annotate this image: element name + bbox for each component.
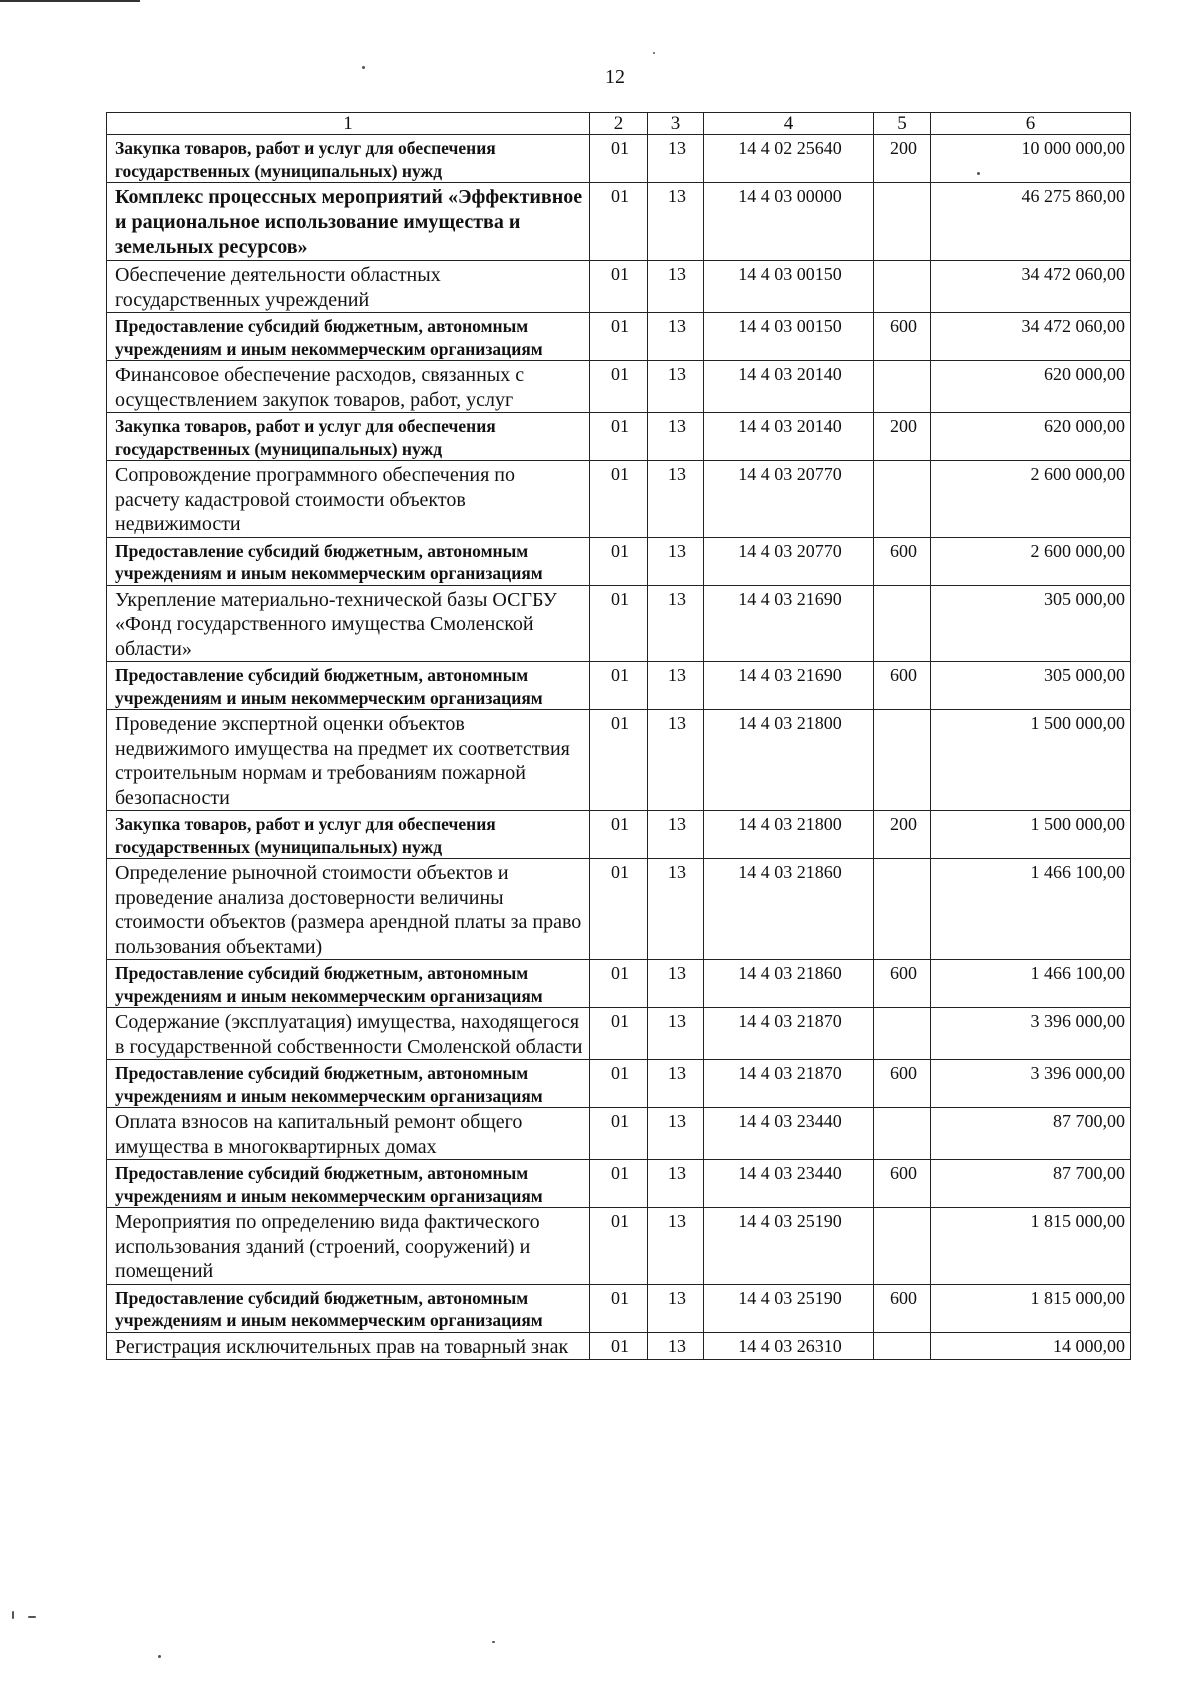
row-section-code: 01 bbox=[590, 261, 648, 313]
row-expense-type-code: 200 bbox=[874, 135, 931, 183]
row-subsection-code: 13 bbox=[648, 361, 704, 413]
row-subsection-code: 13 bbox=[648, 585, 704, 662]
row-target-code: 14 4 03 21690 bbox=[704, 585, 874, 662]
row-expense-type-code bbox=[874, 1008, 931, 1060]
row-amount: 14 000,00 bbox=[931, 1332, 1131, 1360]
row-name: Оплата взносов на капитальный ремонт общего имущества в многоквартирных домах bbox=[107, 1108, 590, 1160]
row-expense-type-code: 600 bbox=[874, 960, 931, 1008]
row-name: Закупка товаров, работ и услуг для обеспечения государственных (муниципальных) нужд bbox=[107, 135, 590, 183]
row-expense-type-code bbox=[874, 461, 931, 538]
row-target-code: 14 4 03 21870 bbox=[704, 1060, 874, 1108]
row-expense-type-code bbox=[874, 361, 931, 413]
table-row bbox=[107, 585, 1131, 662]
row-target-code: 14 4 03 20770 bbox=[704, 461, 874, 538]
row-expense-type-code: 200 bbox=[874, 413, 931, 461]
row-name: Определение рыночной стоимости объектов и проведение анализа достоверности величины стоимости объектов (размера арендной платы за право пользования объектами) bbox=[107, 859, 590, 960]
table-row bbox=[107, 1108, 1131, 1160]
row-expense-type-code bbox=[874, 585, 931, 662]
row-target-code: 14 4 03 23440 bbox=[704, 1160, 874, 1208]
row-target-code: 14 4 03 00000 bbox=[704, 183, 874, 261]
row-amount: 1 815 000,00 bbox=[931, 1284, 1131, 1332]
row-subsection-code: 13 bbox=[648, 1008, 704, 1060]
row-section-code: 01 bbox=[590, 662, 648, 710]
header-col-2: 2 bbox=[590, 113, 648, 135]
row-subsection-code: 13 bbox=[648, 1160, 704, 1208]
row-name: Предоставление субсидий бюджетным, автономным учреждениям и иным некоммерческим организациям bbox=[107, 1060, 590, 1108]
row-subsection-code: 13 bbox=[648, 710, 704, 811]
row-subsection-code: 13 bbox=[648, 960, 704, 1008]
row-amount: 2 600 000,00 bbox=[931, 461, 1131, 538]
row-amount: 46 275 860,00 bbox=[931, 183, 1131, 261]
scan-speck bbox=[158, 1655, 161, 1658]
row-name: Укрепление материально-технической базы ОСГБУ «Фонд государственного имущества Смоленской области» bbox=[107, 585, 590, 662]
row-target-code: 14 4 03 23440 bbox=[704, 1108, 874, 1160]
row-target-code: 14 4 03 21870 bbox=[704, 1008, 874, 1060]
row-name: Предоставление субсидий бюджетным, автономным учреждениям и иным некоммерческим организациям bbox=[107, 537, 590, 585]
row-name: Предоставление субсидий бюджетным, автономным учреждениям и иным некоммерческим организациям bbox=[107, 313, 590, 361]
row-expense-type-code: 600 bbox=[874, 1060, 931, 1108]
row-section-code: 01 bbox=[590, 361, 648, 413]
row-amount: 87 700,00 bbox=[931, 1108, 1131, 1160]
table-row bbox=[107, 461, 1131, 538]
row-expense-type-code: 600 bbox=[874, 313, 931, 361]
row-name: Предоставление субсидий бюджетным, автономным учреждениям и иным некоммерческим организациям bbox=[107, 662, 590, 710]
row-amount: 305 000,00 bbox=[931, 585, 1131, 662]
row-section-code: 01 bbox=[590, 710, 648, 811]
row-target-code: 14 4 02 25640 bbox=[704, 135, 874, 183]
row-section-code: 01 bbox=[590, 1008, 648, 1060]
row-section-code: 01 bbox=[590, 960, 648, 1008]
row-name: Предоставление субсидий бюджетным, автономным учреждениям и иным некоммерческим организациям bbox=[107, 1284, 590, 1332]
row-amount: 1 815 000,00 bbox=[931, 1208, 1131, 1285]
row-amount: 620 000,00 bbox=[931, 413, 1131, 461]
table-row bbox=[107, 859, 1131, 960]
scan-speck bbox=[492, 1641, 495, 1643]
row-subsection-code: 13 bbox=[648, 135, 704, 183]
row-section-code: 01 bbox=[590, 859, 648, 960]
row-amount: 2 600 000,00 bbox=[931, 537, 1131, 585]
row-expense-type-code bbox=[874, 183, 931, 261]
scan-speck bbox=[28, 1616, 36, 1618]
row-name: Финансовое обеспечение расходов, связанных с осуществлением закупок товаров, работ, услуг bbox=[107, 361, 590, 413]
row-subsection-code: 13 bbox=[648, 1332, 704, 1360]
row-subsection-code: 13 bbox=[648, 1208, 704, 1285]
row-section-code: 01 bbox=[590, 1208, 648, 1285]
row-amount: 34 472 060,00 bbox=[931, 313, 1131, 361]
table-row bbox=[107, 1208, 1131, 1285]
header-col-1: 1 bbox=[107, 113, 590, 135]
row-amount: 1 500 000,00 bbox=[931, 710, 1131, 811]
page-number: 12 bbox=[605, 66, 625, 88]
row-subsection-code: 13 bbox=[648, 183, 704, 261]
table-row bbox=[107, 1060, 1131, 1108]
row-target-code: 14 4 03 00150 bbox=[704, 313, 874, 361]
row-subsection-code: 13 bbox=[648, 461, 704, 538]
row-target-code: 14 4 03 21690 bbox=[704, 662, 874, 710]
row-section-code: 01 bbox=[590, 1108, 648, 1160]
row-section-code: 01 bbox=[590, 537, 648, 585]
row-subsection-code: 13 bbox=[648, 537, 704, 585]
table-row bbox=[107, 811, 1131, 859]
row-amount: 87 700,00 bbox=[931, 1160, 1131, 1208]
row-name: Комплекс процессных мероприятий «Эффективное и рациональное использование имущества и земельных ресурсов» bbox=[107, 183, 590, 261]
row-expense-type-code: 600 bbox=[874, 537, 931, 585]
header-col-4: 4 bbox=[704, 113, 874, 135]
row-subsection-code: 13 bbox=[648, 1060, 704, 1108]
row-amount: 34 472 060,00 bbox=[931, 261, 1131, 313]
header-col-3: 3 bbox=[648, 113, 704, 135]
row-name: Закупка товаров, работ и услуг для обеспечения государственных (муниципальных) нужд bbox=[107, 811, 590, 859]
row-target-code: 14 4 03 21860 bbox=[704, 960, 874, 1008]
row-expense-type-code bbox=[874, 1108, 931, 1160]
table-row bbox=[107, 1284, 1131, 1332]
row-target-code: 14 4 03 21800 bbox=[704, 811, 874, 859]
row-expense-type-code: 600 bbox=[874, 662, 931, 710]
table-row bbox=[107, 662, 1131, 710]
row-target-code: 14 4 03 25190 bbox=[704, 1284, 874, 1332]
row-name: Проведение экспертной оценки объектов недвижимого имущества на предмет их соответствия строительным нормам и требованиям пожарной безопасности bbox=[107, 710, 590, 811]
table-row bbox=[107, 1332, 1131, 1360]
scan-speck bbox=[12, 1611, 14, 1619]
budget-table bbox=[106, 112, 1131, 1360]
row-name: Регистрация исключительных прав на товарный знак bbox=[107, 1332, 590, 1360]
row-amount: 1 500 000,00 bbox=[931, 811, 1131, 859]
row-subsection-code: 13 bbox=[648, 811, 704, 859]
row-target-code: 14 4 03 25190 bbox=[704, 1208, 874, 1285]
row-expense-type-code: 600 bbox=[874, 1160, 931, 1208]
row-expense-type-code: 600 bbox=[874, 1284, 931, 1332]
row-amount: 1 466 100,00 bbox=[931, 960, 1131, 1008]
table-row bbox=[107, 261, 1131, 313]
table-row bbox=[107, 413, 1131, 461]
row-name: Мероприятия по определению вида фактического использования зданий (строений, сооружений) и помещений bbox=[107, 1208, 590, 1285]
header-row bbox=[107, 113, 1131, 135]
row-target-code: 14 4 03 21800 bbox=[704, 710, 874, 811]
row-section-code: 01 bbox=[590, 183, 648, 261]
row-section-code: 01 bbox=[590, 413, 648, 461]
row-expense-type-code bbox=[874, 859, 931, 960]
row-expense-type-code bbox=[874, 261, 931, 313]
row-amount: 620 000,00 bbox=[931, 361, 1131, 413]
row-expense-type-code: 200 bbox=[874, 811, 931, 859]
table-row bbox=[107, 361, 1131, 413]
table-row bbox=[107, 313, 1131, 361]
row-target-code: 14 4 03 20770 bbox=[704, 537, 874, 585]
row-subsection-code: 13 bbox=[648, 1108, 704, 1160]
row-section-code: 01 bbox=[590, 1160, 648, 1208]
table-row bbox=[107, 710, 1131, 811]
row-name: Предоставление субсидий бюджетным, автономным учреждениям и иным некоммерческим организациям bbox=[107, 960, 590, 1008]
row-target-code: 14 4 03 26310 bbox=[704, 1332, 874, 1360]
row-section-code: 01 bbox=[590, 1332, 648, 1360]
row-subsection-code: 13 bbox=[648, 662, 704, 710]
row-target-code: 14 4 03 20140 bbox=[704, 361, 874, 413]
row-amount: 3 396 000,00 bbox=[931, 1060, 1131, 1108]
row-expense-type-code bbox=[874, 1208, 931, 1285]
row-section-code: 01 bbox=[590, 135, 648, 183]
row-amount: 3 396 000,00 bbox=[931, 1008, 1131, 1060]
row-section-code: 01 bbox=[590, 461, 648, 538]
table-row bbox=[107, 183, 1131, 261]
row-amount: 10 000 000,00 bbox=[931, 135, 1131, 183]
table-row bbox=[107, 1008, 1131, 1060]
scan-speck bbox=[653, 52, 655, 54]
table-row bbox=[107, 135, 1131, 183]
row-section-code: 01 bbox=[590, 1060, 648, 1108]
row-target-code: 14 4 03 00150 bbox=[704, 261, 874, 313]
row-section-code: 01 bbox=[590, 585, 648, 662]
row-expense-type-code bbox=[874, 710, 931, 811]
row-target-code: 14 4 03 20140 bbox=[704, 413, 874, 461]
row-name: Предоставление субсидий бюджетным, автономным учреждениям и иным некоммерческим организациям bbox=[107, 1160, 590, 1208]
row-subsection-code: 13 bbox=[648, 313, 704, 361]
row-name: Закупка товаров, работ и услуг для обеспечения государственных (муниципальных) нужд bbox=[107, 413, 590, 461]
row-name: Сопровождение программного обеспечения по расчету кадастровой стоимости объектов недвижимости bbox=[107, 461, 590, 538]
table-body bbox=[107, 135, 1131, 1360]
row-section-code: 01 bbox=[590, 1284, 648, 1332]
row-name: Содержание (эксплуатация) имущества, находящегося в государственной собственности Смоленской области bbox=[107, 1008, 590, 1060]
row-name: Обеспечение деятельности областных государственных учреждений bbox=[107, 261, 590, 313]
table-row bbox=[107, 1160, 1131, 1208]
table-row bbox=[107, 537, 1131, 585]
top-rule bbox=[0, 0, 140, 2]
header-col-6: 6 bbox=[931, 113, 1131, 135]
row-expense-type-code bbox=[874, 1332, 931, 1360]
row-section-code: 01 bbox=[590, 811, 648, 859]
row-section-code: 01 bbox=[590, 313, 648, 361]
row-subsection-code: 13 bbox=[648, 859, 704, 960]
row-amount: 305 000,00 bbox=[931, 662, 1131, 710]
row-subsection-code: 13 bbox=[648, 261, 704, 313]
table-row bbox=[107, 960, 1131, 1008]
row-amount: 1 466 100,00 bbox=[931, 859, 1131, 960]
scan-speck bbox=[977, 172, 980, 175]
header-col-5: 5 bbox=[874, 113, 931, 135]
row-subsection-code: 13 bbox=[648, 413, 704, 461]
scan-speck bbox=[362, 66, 365, 69]
row-target-code: 14 4 03 21860 bbox=[704, 859, 874, 960]
row-subsection-code: 13 bbox=[648, 1284, 704, 1332]
